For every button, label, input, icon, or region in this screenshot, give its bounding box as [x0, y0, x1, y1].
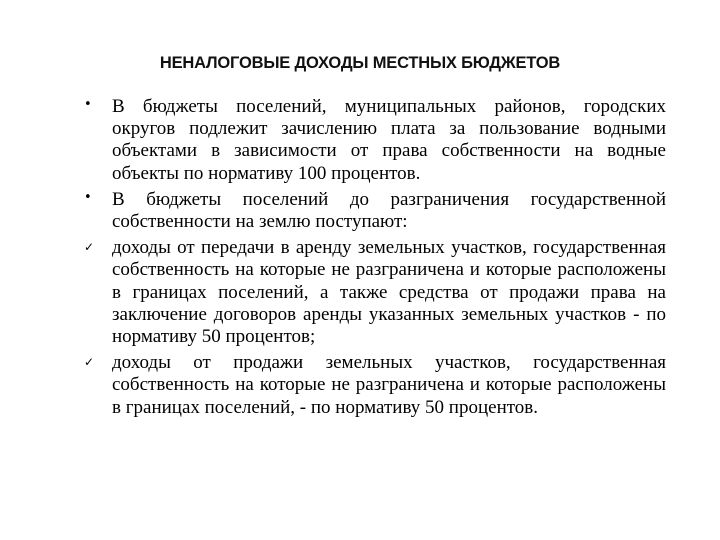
list-item-text: В бюджеты поселений до разграничения государственной собственности на землю поступают: [112, 188, 666, 233]
list-item-land-revenue [84, 189, 666, 233]
list-item-land-lease [84, 237, 666, 348]
bullet-list [84, 96, 666, 423]
list-item-text: доходы от передачи в аренду земельных участков, государственная собственность на которые не разграничена и которые расположены в границах поселений, а также средства от продажи права на заключение договоров аренды указанных земельных участков - по нормативу 50 процентов; [112, 237, 666, 348]
bullet-dot-icon: • [84, 97, 92, 112]
list-item-land-sale [84, 352, 666, 419]
bullet-dot-icon: • [84, 189, 92, 205]
checkmark-icon: ✓ [84, 240, 95, 255]
slide-title: НЕНАЛОГОВЫЕ ДОХОДЫ МЕСТНЫХ БЮДЖЕТОВ [159, 54, 561, 72]
checkmark-icon: ✓ [84, 355, 95, 370]
list-item-text: доходы от продажи земельных участков, государственная собственность на которые не разграничена и которые расположены в границах поселений, - по нормативу 50 процентов. [112, 352, 666, 418]
list-item-water-fees [84, 96, 666, 185]
list-item-text: В бюджеты поселений, муниципальных районов, городских округов подлежит зачислению плата за пользование водными объектами в зависимости от права собственности на водные объекты по нормативу 100 процентов. [112, 96, 666, 184]
